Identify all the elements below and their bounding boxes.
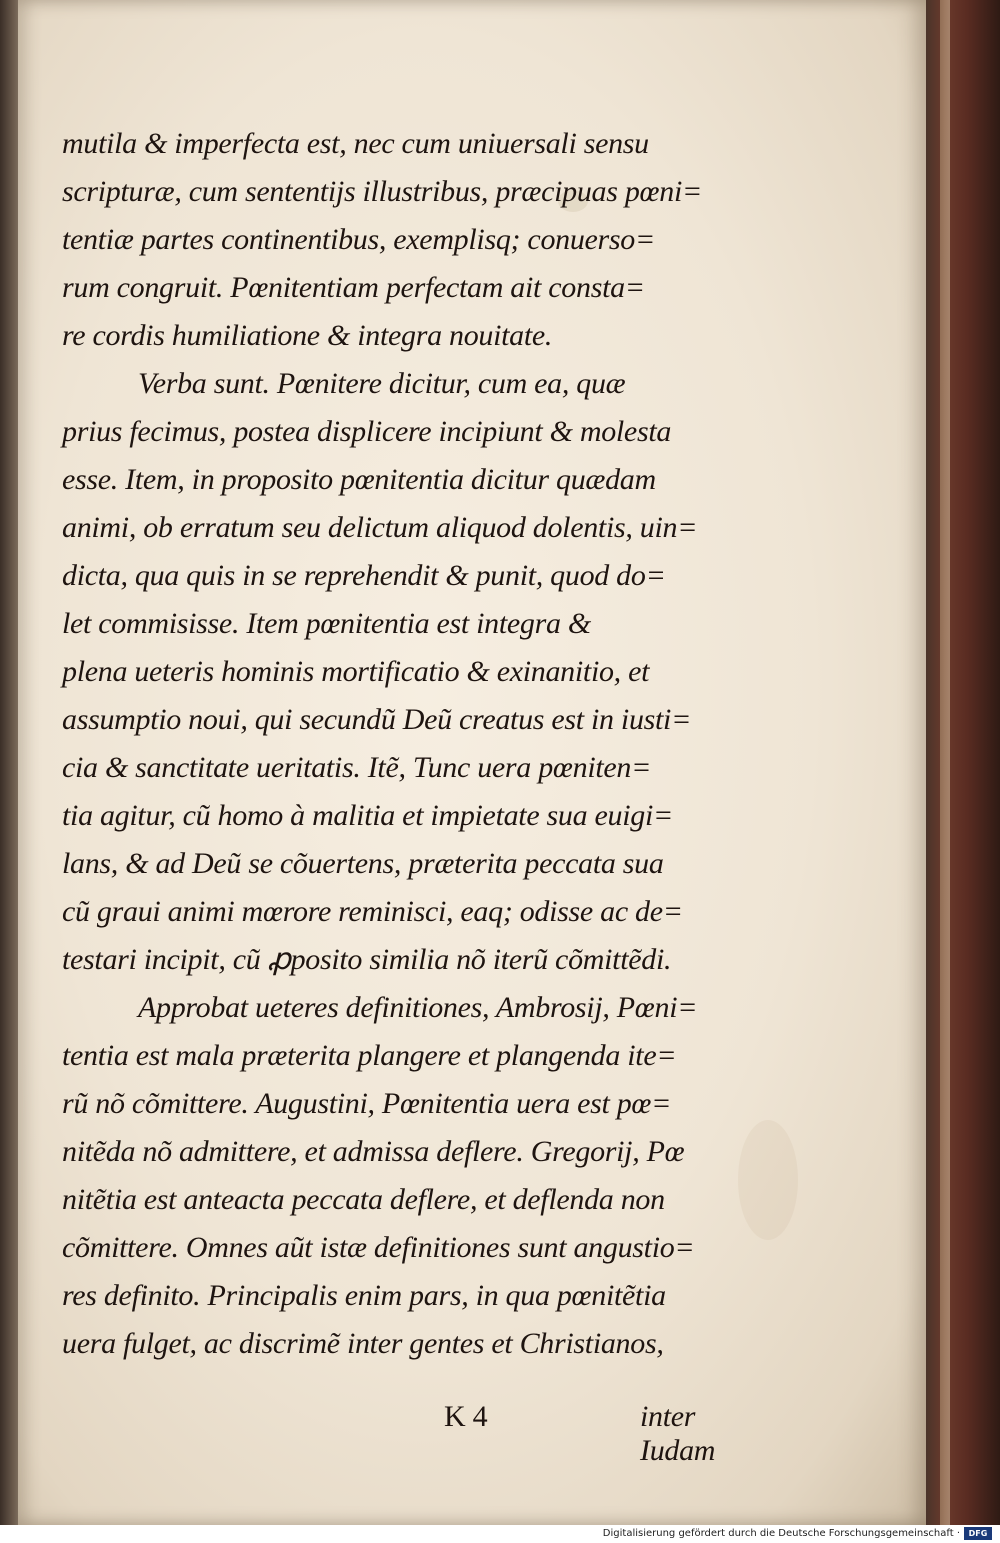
binding-edge bbox=[940, 0, 950, 1525]
page-footer-line bbox=[62, 1400, 762, 1467]
catchword: inter Iudam bbox=[640, 1400, 716, 1467]
text-line: uera fulget, ac discrimẽ inter gentes et Christianos, bbox=[62, 1327, 664, 1360]
text-line: cõmittere. Omnes aũt istæ definitiones sunt angustio= bbox=[62, 1231, 695, 1264]
text-line: cũ graui animi mœrore reminisci, eaq; odisse ac de= bbox=[62, 895, 683, 928]
text-line: rũ nõ cõmittere. Augustini, Pœnitentia uera est pœ= bbox=[62, 1087, 672, 1120]
credit-bar bbox=[0, 1525, 1000, 1543]
text-line: mutila & imperfecta est, nec cum uniuersali sensu bbox=[62, 127, 649, 160]
text-line: re cordis humiliatione & integra nouitate. bbox=[62, 319, 553, 352]
text-line: tentiæ partes continentibus, exemplisq; conuerso= bbox=[62, 223, 655, 256]
text-line: testari incipit, cũ ꝓposito similia nõ iterũ cõmittẽdi. bbox=[62, 943, 672, 976]
text-line: let commisisse. Item pœnitentia est integra & bbox=[62, 607, 591, 640]
text-line: prius fecimus, postea displicere incipiunt & molesta bbox=[62, 415, 672, 448]
text-line: plena ueteris hominis mortificatio & exinanitio, et bbox=[62, 655, 650, 688]
text-line: Verba sunt. Pœnitere dicitur, cum ea, quæ bbox=[138, 367, 626, 400]
text-line: rum congruit. Pœnitentiam perfectam ait consta= bbox=[62, 271, 645, 304]
text-line: tentia est mala præterita plangere et plangenda ite= bbox=[62, 1039, 677, 1072]
text-line: lans, & ad Deũ se cõuertens, præterita peccata sua bbox=[62, 847, 664, 880]
text-line: animi, ob erratum seu delictum aliquod dolentis, uin= bbox=[62, 511, 698, 544]
signature-mark: K 4 bbox=[444, 1400, 488, 1433]
body-text bbox=[62, 120, 762, 1467]
text-line: tia agitur, cũ homo à malitia et impietate sua euigi= bbox=[62, 799, 673, 832]
text-line: esse. Item, in proposito pœnitentia dicitur quædam bbox=[62, 463, 656, 496]
credit-text: Digitalisierung gefördert durch die Deutsche Forschungsgemeinschaft · bbox=[602, 1528, 960, 1539]
text-line: nitẽtia est anteacta peccata deflere, et deflenda non bbox=[62, 1183, 665, 1216]
text-line: cia & sanctitate ueritatis. Itẽ, Tunc uera pœniten= bbox=[62, 751, 652, 784]
text-line: Approbat ueteres definitiones, Ambrosij, Pœni= bbox=[138, 991, 698, 1024]
text-line: scripturæ, cum sententijs illustribus, præcipuas pœni= bbox=[62, 175, 702, 208]
book-binding bbox=[926, 0, 1000, 1525]
book-page bbox=[18, 0, 926, 1525]
text-line: nitẽda nõ admittere, et admissa deflere. Gregorij, Pœ bbox=[62, 1135, 685, 1168]
text-line: dicta, qua quis in se reprehendit & punit, quod do= bbox=[62, 559, 666, 592]
dfg-logo: DFG bbox=[964, 1527, 992, 1540]
text-line: assumptio noui, qui secundũ Deũ creatus est in iusti= bbox=[62, 703, 692, 736]
text-line: res definito. Principalis enim pars, in qua pœnitẽtia bbox=[62, 1279, 666, 1312]
